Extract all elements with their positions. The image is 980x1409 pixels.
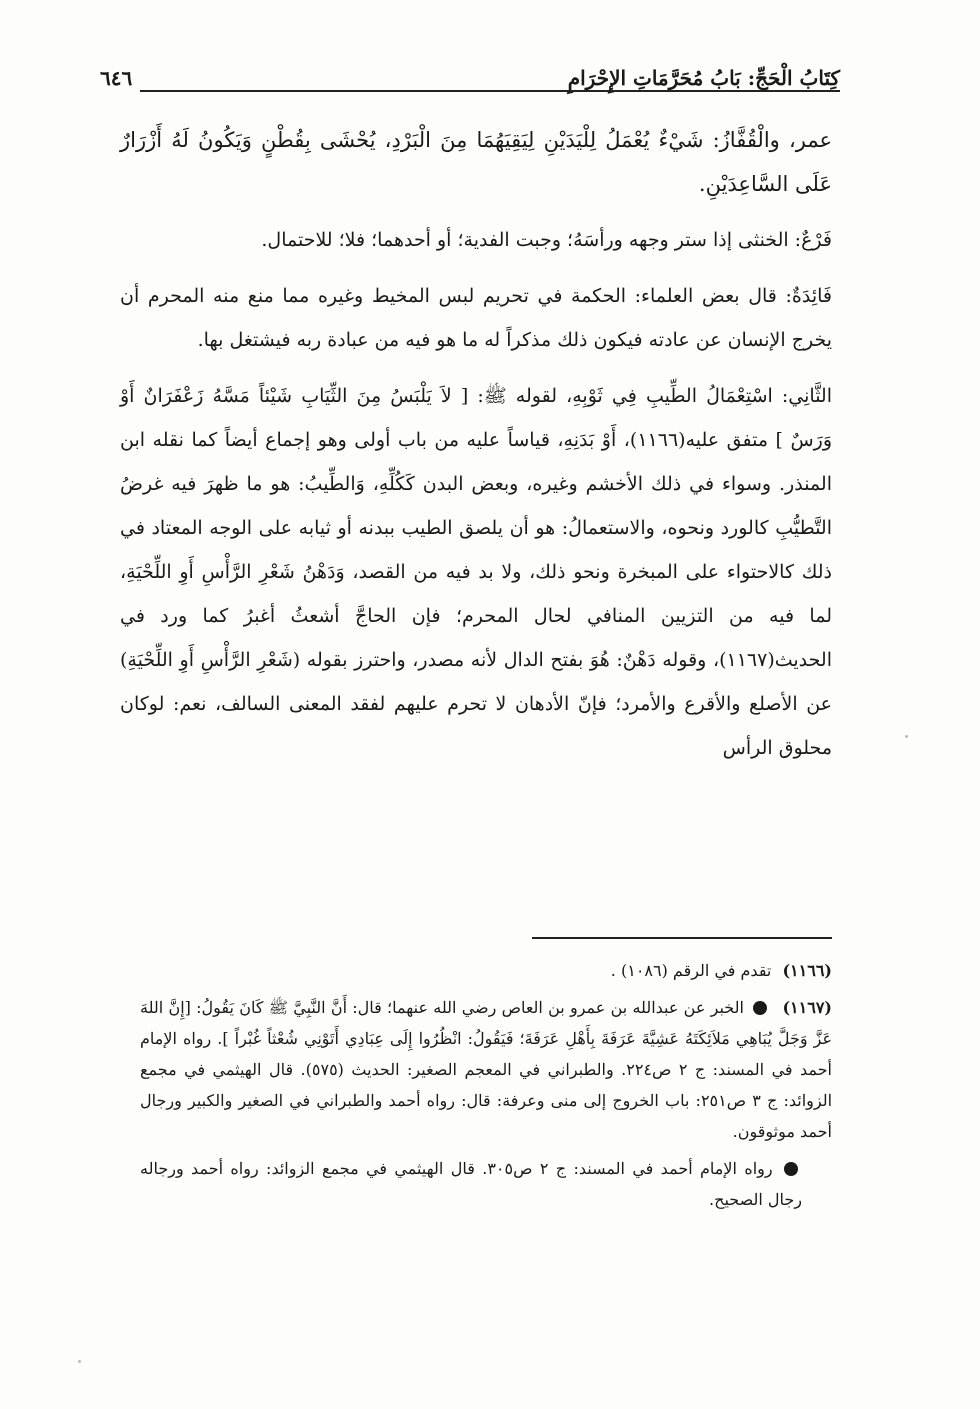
footnote-1167-extra	[140, 1153, 832, 1215]
paragraph-2: فَرْعٌ: الخنثى إذا ستر وجهه ورأسَهُ؛ وجبت الفدية؛ أو أحدهما؛ فلا؛ للاحتمال.	[261, 229, 832, 251]
running-title: كِتَابُ الْحَجِّ: بَابُ مُحَرَّمَاتِ الإِحْرَامِ	[567, 66, 840, 90]
scan-speck	[905, 735, 908, 738]
footnote-text: رواه الإمام أحمد في المسند: ج ٢ ص٣٠٥. قال الهيثمي في مجمع الزوائد: رواه أحمد ورجاله رجال الصحيح.	[140, 1159, 802, 1209]
footnotes	[140, 955, 832, 1221]
footnote-text: الخبر عن عبدالله بن عمرو بن العاص رضي الله عنهما؛ قال: أَنَّ النَّبِيَّ ﷺ كَانَ يَقُولُ: [إِنَّ اللهَ عَزَّ وَجَلَّ يُبَاهِي مَلاَئِكَتَهُ عَشِيَّةَ عَرَفَةَ بِأَهْلِ عَرَفَةَ؛ فَيَقُولُ: انْظُرُوا إِلَى عِبَادِي أَتَوْنِي شُعْثاً غُبْراً ]. رواه الإمام أحمد في المسند: ج ٢ ص٢٢٤. والطبراني في المعجم الصغير: الحديث (٥٧٥). قال الهيثمي في مجمع الزوائد: ج ٣ ص٢٥١: باب الخروج إلى منى وعرفة: قال: رواه أحمد والطبراني في الصغير والكبير ورجال أحمد موثوقون.	[140, 998, 833, 1141]
paragraph-4: الثَّانِي: اسْتِعْمَالُ الطِّيبِ فِي ثَوْبِهِ، لقوله ﷺ: [ لاَ يَلْبَسُ مِنَ الثِّيَابِ شَيْئاً مَسَّهُ زَعْفَرَانٌ أَوْ وَرَسٌ ] متفق عليه(١١٦٦)، أَوْ بَدَنِهِ، قياساً عليه من باب أولى وهو إجماع أيضاً كما نقله ابن المنذر. وسواء في ذلك الأخشم وغيره، وبعض البدن كَكُلِّهِ، وَالطِّيبُ: هو ما ظهرَ فيه غرضُ التَّطيُّبِ كالورد ونحوه، والاستعمالُ: هو أن يلصق الطيب ببدنه أو ثيابه على الوجه المعتاد في ذلك كالاحتواء على المبخرة ونحو ذلك، ولا بد فيه من القصد، وَدَهْنُ شَعْرِ الرَّأْسِ أَوِ اللِّحْيَةِ، لما فيه من التزيين المنافي لحال المحرم؛ فإن الحاجَّ أشعثُ أغبرُ كما ورد في الحديث(١١٦٧)، وقوله دَهْنٌ: هُوَ بفتح الدال لأنه مصدر، واحترز بقوله (شَعْرِ الرَّأْسِ أَوِ اللِّحْيَةِ) عن الأصلع والأقرع والأمرد؛ فإنّ الأدهان لا تحرم عليهم لفقد المعنى السالف، نعم: لوكان محلوق الرأس	[120, 385, 832, 759]
main-text	[120, 118, 832, 782]
bullet-icon	[784, 1162, 798, 1176]
paragraph-3: فَائِدَةٌ: قال بعض العلماء: الحكمة في تحريم لبس المخيط وغيره مما منع منه المحرم أن يخرج الإنسان عن عادته فيكون ذلك مذكراً له ما هو فيه من عبادة ربه فيشتغل بها.	[120, 285, 832, 351]
paragraph-1: عمر، والْقُفَّازُ: شَيْءٌ يُعْمَلُ لِلْيَدَيْنِ لِيَقِيَهُمَا مِنَ الْبَرْدِ، يُحْشَى بِقُطْنٍ وَيَكُونُ لَهُ أَزْرَارٌ عَلَى السَّاعِدَيْنِ.	[120, 128, 832, 196]
footnote-separator	[532, 937, 832, 939]
footnote-text: تقدم في الرقم (١٠٨٦) .	[610, 961, 772, 980]
page-header	[100, 60, 840, 100]
footnote-number: (١١٦٦)	[782, 961, 832, 980]
footnote-1166	[140, 955, 832, 986]
footnote-1167	[140, 992, 832, 1147]
footnote-number: (١١٦٧)	[782, 998, 832, 1017]
scan-speck	[78, 1360, 81, 1363]
bullet-icon	[753, 1001, 767, 1015]
page-number: ٦٤٦	[100, 66, 133, 90]
header-rule	[140, 90, 840, 92]
